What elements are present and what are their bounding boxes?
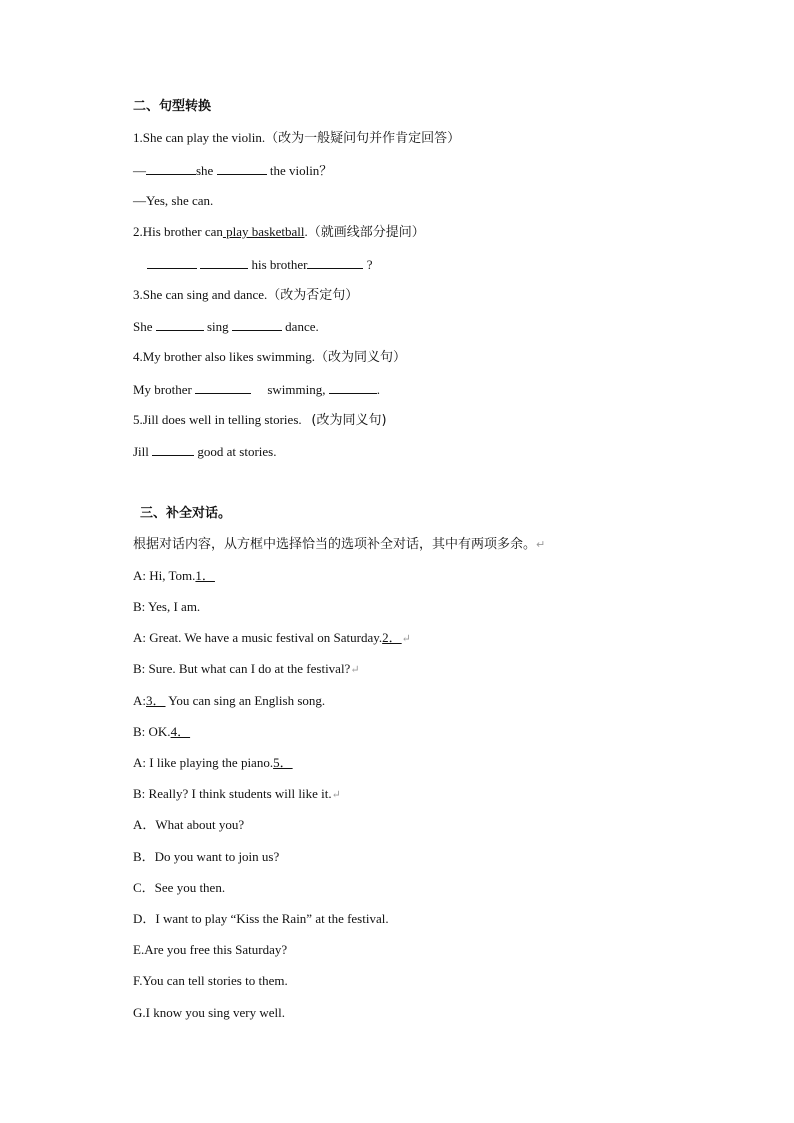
section-3-instruction xyxy=(133,537,545,553)
question-1-prompt xyxy=(133,130,460,147)
q2-qmark: ? xyxy=(366,257,373,272)
q4-note: （改为同义句） xyxy=(315,350,407,365)
question-3-line xyxy=(133,318,319,335)
answer-blank[interactable] xyxy=(195,381,251,394)
dialogue-blank-number[interactable]: 5． xyxy=(273,755,293,770)
q1-text: 1.She can play the violin. xyxy=(133,130,266,145)
question-2-prompt xyxy=(133,224,425,241)
dialogue-line xyxy=(133,568,215,584)
question-3-prompt xyxy=(133,287,358,304)
q2-text-a: 2.His brother can xyxy=(133,224,223,239)
q5-note: (改为同义句) xyxy=(311,413,387,428)
question-4-prompt xyxy=(133,349,406,366)
question-5-prompt xyxy=(133,412,387,429)
q3-note: （改为否定句） xyxy=(267,288,359,303)
paragraph-mark-icon: ↵ xyxy=(350,664,360,676)
answer-blank[interactable] xyxy=(329,381,377,394)
answer-blank[interactable] xyxy=(232,318,282,331)
q1-she: she xyxy=(196,163,214,178)
question-4-line xyxy=(133,381,380,398)
dialogue-text: A: Great. We have a music festival on Saturday. xyxy=(133,630,383,645)
dialogue-text: A: Hi, Tom. xyxy=(133,568,196,583)
dialogue-text: A: xyxy=(133,693,146,708)
answer-blank[interactable] xyxy=(152,443,194,456)
dialogue-blank-number[interactable]: 4． xyxy=(170,724,191,739)
paragraph-mark-icon: ↵ xyxy=(331,789,341,801)
dialogue-blank-number[interactable]: 3． xyxy=(146,693,166,708)
dialogue-text-after: You can sing an English song. xyxy=(165,693,326,708)
q4-my-brother: My brother xyxy=(133,382,192,397)
section-3-title: 三、补全对话。 xyxy=(140,506,232,521)
q2-underlined: play basketball xyxy=(222,224,305,239)
answer-blank[interactable] xyxy=(156,318,204,331)
question-5-line xyxy=(133,443,276,460)
dialogue-blank-number[interactable]: 2． xyxy=(382,630,402,645)
option-g: G.I know you sing very well. xyxy=(133,1005,286,1020)
paragraph-mark-icon: ↵ xyxy=(401,633,411,645)
section-2-title: 二、句型转换 xyxy=(133,99,212,114)
dialogue-text: A: I like playing the piano. xyxy=(133,755,274,770)
q5-rest: good at stories. xyxy=(197,444,277,459)
answer-blank[interactable] xyxy=(217,162,267,175)
q4-period: . xyxy=(376,382,381,397)
dialogue-text: B: Yes, I am. xyxy=(133,599,201,614)
q3-text: 3.She can sing and dance. xyxy=(133,287,268,302)
q1-violin: the violin？ xyxy=(269,163,333,178)
option-b: B．Do you want to join us? xyxy=(133,849,280,864)
q4-text: 4.My brother also likes swimming. xyxy=(133,349,315,364)
dialogue-blank-number[interactable]: 1． xyxy=(195,568,215,583)
option-d: D．I want to play “Kiss the Rain” at the festival. xyxy=(133,911,389,926)
question-2-line xyxy=(147,256,373,273)
q5-text: 5.Jill does well in telling stories. xyxy=(133,412,302,427)
answer-blank[interactable] xyxy=(146,162,196,175)
option-c: C．See you then. xyxy=(133,880,226,895)
answer-blank[interactable] xyxy=(200,256,248,269)
q1-dash: — xyxy=(133,163,146,178)
q3-dance: dance. xyxy=(285,319,319,334)
option-a: A．What about you? xyxy=(133,817,245,832)
paragraph-mark-icon: ↵ xyxy=(536,538,546,551)
dialogue-line xyxy=(133,661,360,678)
dialogue-line xyxy=(133,693,325,709)
q2-text-b: . xyxy=(304,224,308,239)
instruction-text: 根据对话内容，从方框中选择恰当的选项补全对话，其中有两项多余。 xyxy=(133,537,537,552)
q3-she: She xyxy=(133,319,153,334)
q3-sing: sing xyxy=(207,319,229,334)
dialogue-text: B: OK. xyxy=(133,724,171,739)
option-e: E.Are you free this Saturday? xyxy=(133,942,288,957)
dialogue-text: B: Really? I think students will like it. xyxy=(133,786,332,801)
answer-blank[interactable] xyxy=(307,256,363,269)
dialogue-text: B: Sure. But what can I do at the festival? xyxy=(133,661,351,676)
q1-note: （改为一般疑问句并作肯定回答） xyxy=(265,131,461,146)
dialogue-line xyxy=(133,755,293,771)
answer-blank[interactable] xyxy=(147,256,197,269)
option-f: F.You can tell stories to them. xyxy=(133,973,288,988)
dialogue-line xyxy=(133,630,411,647)
q5-jill: Jill xyxy=(133,444,149,459)
q4-swimming: swimming, xyxy=(267,382,326,397)
question-1-answer: —Yes, she can. xyxy=(133,193,214,208)
q2-note: （就画线部分提问） xyxy=(307,225,425,240)
question-1-line xyxy=(133,162,332,179)
dialogue-line xyxy=(133,724,190,740)
q2-his-brother: his brother xyxy=(251,257,308,272)
dialogue-line xyxy=(133,786,341,803)
dialogue-line xyxy=(133,599,200,615)
